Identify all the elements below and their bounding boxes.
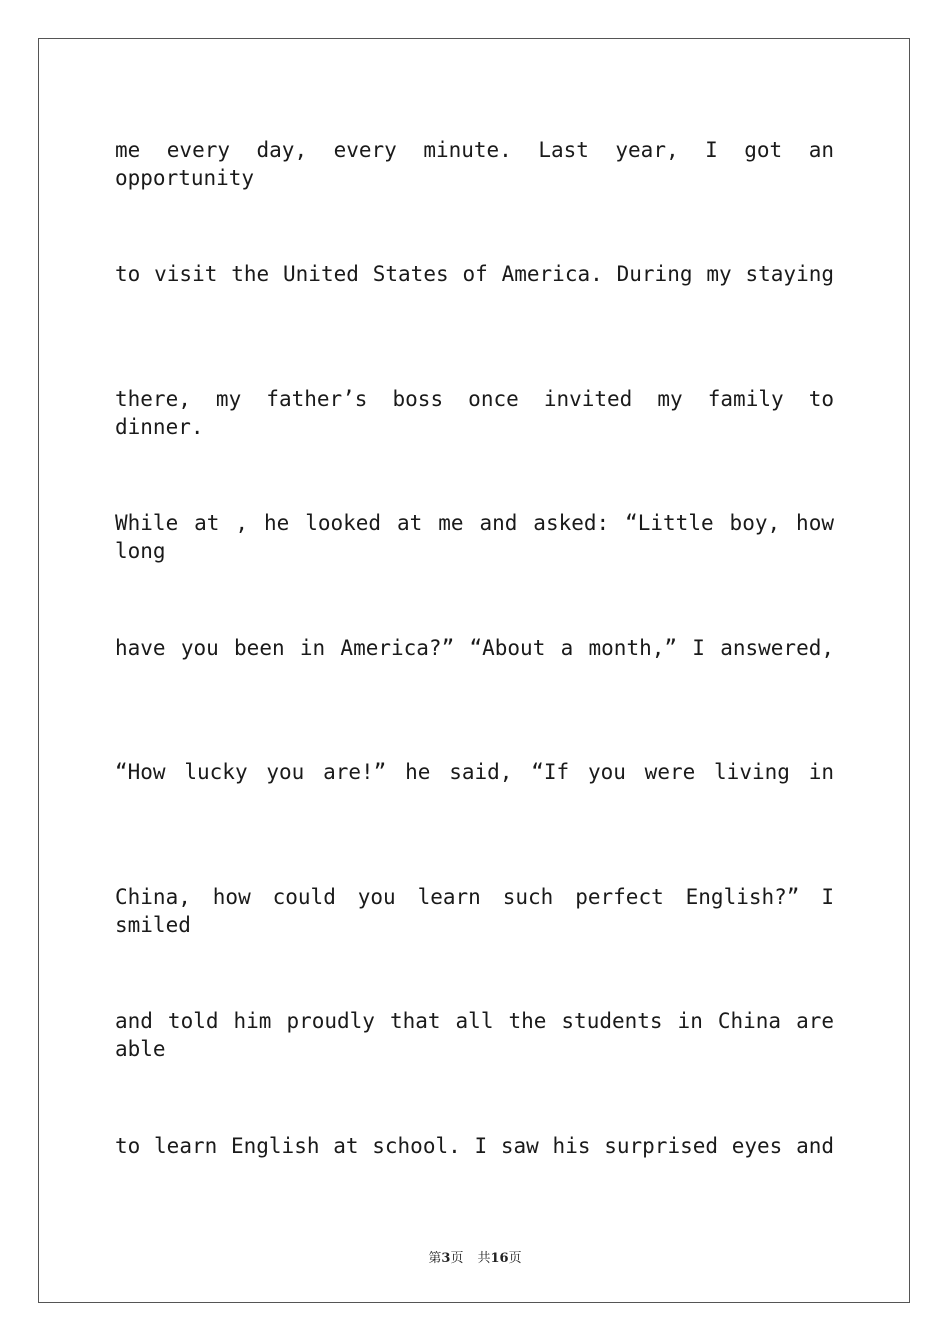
body-text-line: there, my father’s boss once invited my family to dinner. — [115, 387, 834, 439]
body-text-line: me every day, every minute. Last year, I got an opportunity — [115, 138, 834, 190]
page-unit: 页 — [450, 1251, 464, 1266]
body-text-line: to learn English at school. I saw his surprised eyes and — [115, 1134, 834, 1158]
body-text-line: “How lucky you are!” he said, “If you were living in — [115, 760, 834, 784]
page-number-footer — [0, 1247, 950, 1266]
body-text-line: and told him proudly that all the students in China are able — [115, 1009, 834, 1061]
total-pages-number: 16 — [490, 1251, 509, 1266]
total-prefix: 共 — [477, 1251, 491, 1266]
page-border — [38, 38, 910, 1303]
body-text-line: While at , he looked at me and asked: “Little boy, how long — [115, 511, 834, 563]
body-text-line: to visit the United States of America. During my staying — [115, 262, 834, 286]
current-page-number: 3 — [441, 1251, 451, 1266]
total-unit: 页 — [508, 1251, 522, 1266]
body-text-line: have you been in America?” “About a month,” I answered, — [115, 636, 834, 660]
body-text-line: China, how could you learn such perfect English?” I smiled — [115, 885, 834, 937]
page-prefix: 第 — [428, 1251, 442, 1266]
